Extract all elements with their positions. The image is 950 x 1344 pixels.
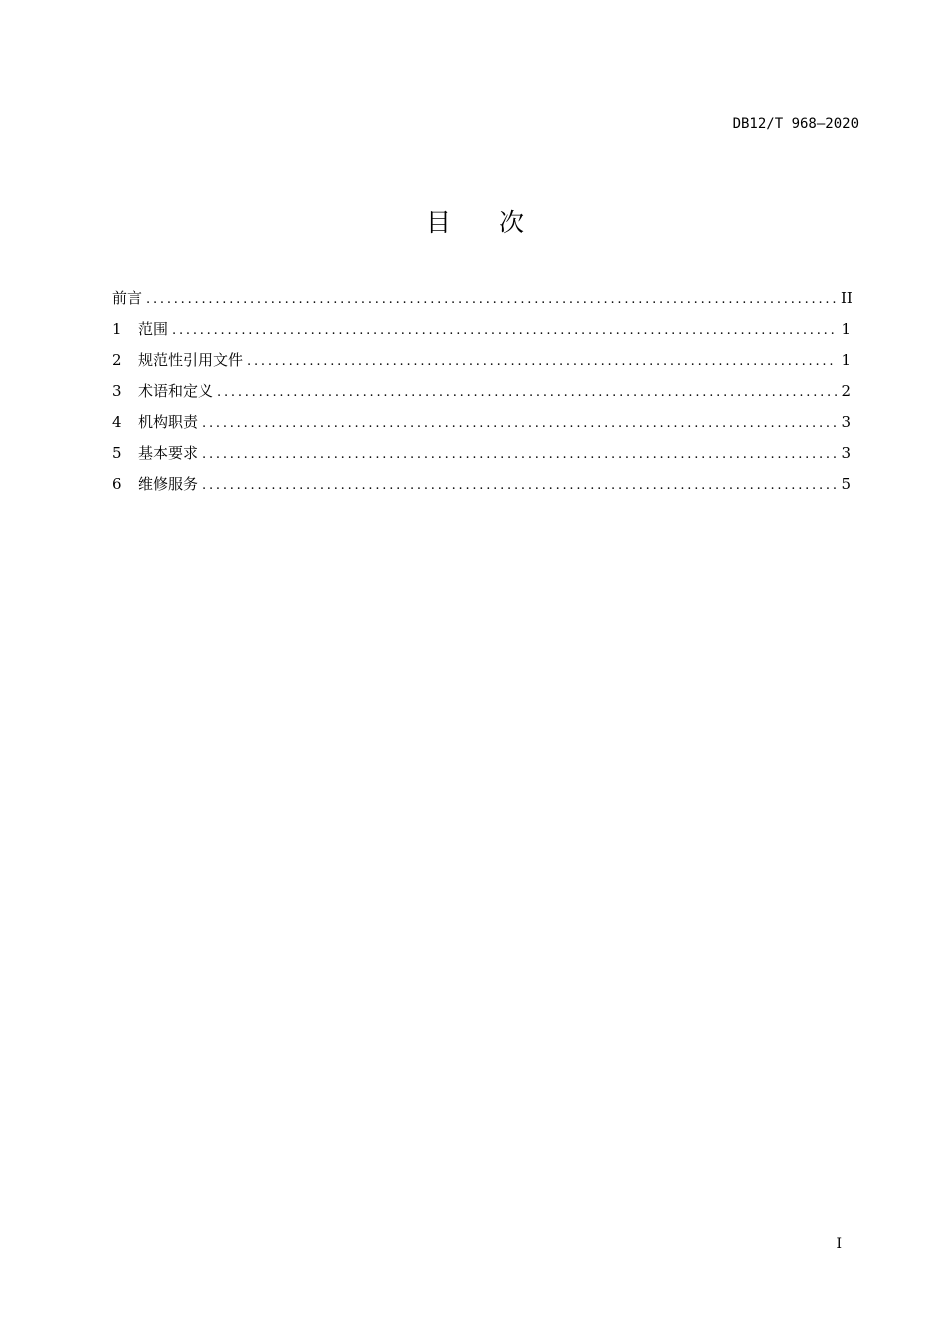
- toc-entry-page: 1: [841, 320, 851, 338]
- toc-entry-page: 3: [841, 444, 851, 462]
- toc-entry-page: 5: [841, 475, 851, 493]
- toc-entry-responsibilities[interactable]: [112, 410, 851, 441]
- toc-entry-label: 规范性引用文件: [138, 351, 244, 369]
- toc-entry-scope[interactable]: [112, 317, 851, 348]
- toc-dot-leader: [247, 350, 837, 374]
- toc-entry-label: 范围: [138, 320, 169, 338]
- toc-entry-label: 术语和定义: [138, 382, 214, 400]
- toc-entry-page: II: [841, 289, 853, 307]
- toc-entry-label: 维修服务: [138, 475, 199, 493]
- document-code: DB12/T 968—2020: [732, 116, 859, 132]
- toc-entry-number: 5: [112, 444, 122, 462]
- toc-entry-terms-definitions[interactable]: [112, 379, 851, 410]
- toc-dot-leader: [172, 319, 837, 343]
- toc-entry-foreword[interactable]: [112, 286, 851, 317]
- toc-entry-number: 3: [112, 382, 122, 400]
- toc-dot-leader: [217, 381, 837, 405]
- page-title: 目次: [425, 208, 572, 237]
- toc-dot-leader: [146, 288, 837, 312]
- toc-entry-maintenance-service[interactable]: [112, 472, 851, 503]
- toc-entry-normative-references[interactable]: [112, 348, 851, 379]
- toc-entry-number: 6: [112, 475, 122, 493]
- toc-entry-label: 基本要求: [138, 444, 199, 462]
- page-number: I: [836, 1236, 842, 1252]
- toc-entry-number: 2: [112, 351, 122, 369]
- table-of-contents: [112, 286, 851, 503]
- toc-entry-label: 机构职责: [138, 413, 199, 431]
- toc-dot-leader: [202, 474, 837, 498]
- toc-entry-basic-requirements[interactable]: [112, 441, 851, 472]
- toc-entry-page: 2: [841, 382, 851, 400]
- toc-entry-page: 1: [841, 351, 851, 369]
- toc-dot-leader: [202, 443, 837, 467]
- toc-dot-leader: [202, 412, 837, 436]
- toc-entry-page: 3: [841, 413, 851, 431]
- toc-entry-number: 4: [112, 413, 122, 431]
- toc-entry-label: 前言: [112, 289, 143, 307]
- toc-entry-number: 1: [112, 320, 122, 338]
